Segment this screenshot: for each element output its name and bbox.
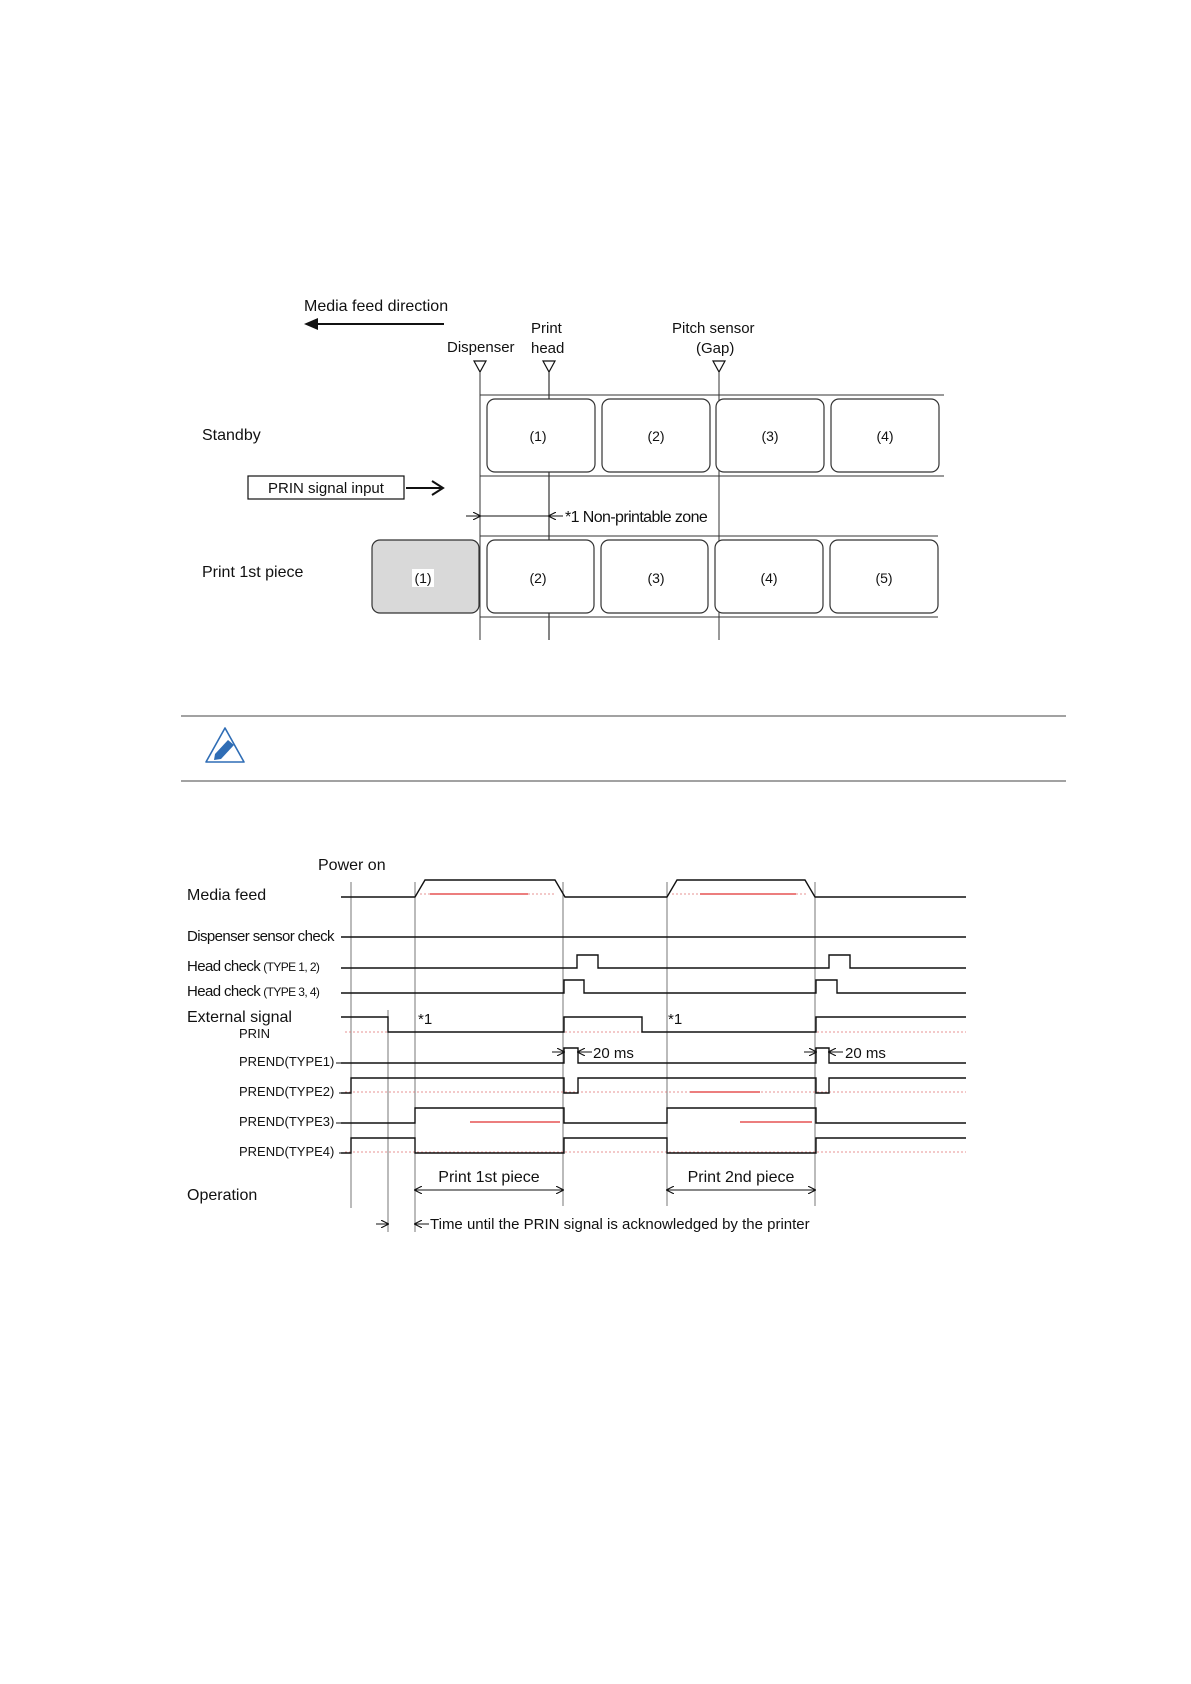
print-head-label-line2: head bbox=[531, 340, 565, 357]
pitch-sensor-label-line2: (Gap) bbox=[696, 340, 735, 357]
power-on-label: Power on bbox=[318, 857, 386, 874]
head-check-12-wave bbox=[341, 955, 966, 968]
pencil-note-icon bbox=[206, 728, 244, 762]
standby-label-2-text: (2) bbox=[647, 428, 665, 444]
standby-label-4-text: (4) bbox=[876, 428, 894, 444]
ms-label-1: 20 ms bbox=[593, 1045, 634, 1062]
waveforms bbox=[341, 880, 966, 1153]
operation-label: Operation bbox=[187, 1187, 258, 1204]
print-first-piece-label: Print 1st piece bbox=[202, 564, 304, 581]
prend3-wave bbox=[341, 1108, 966, 1123]
prend4-wave bbox=[341, 1138, 966, 1153]
note-box bbox=[181, 716, 1066, 781]
print-label-3-text: (3) bbox=[647, 570, 665, 586]
non-printable-zone-label: *1 Non-printable zone bbox=[565, 509, 708, 526]
print-label-4-text: (4) bbox=[760, 570, 778, 586]
standby-label: Standby bbox=[202, 427, 261, 444]
prend3-label: PREND(TYPE3) bbox=[239, 1114, 335, 1129]
pitch-sensor-marker-icon bbox=[713, 361, 725, 372]
print-label-1-text: (1) bbox=[414, 570, 432, 586]
head-check-34-label bbox=[187, 983, 320, 1000]
print-label-2-text: (2) bbox=[529, 570, 547, 586]
feed-direction-label: Media feed direction bbox=[304, 298, 449, 315]
standby-label-1-text: (1) bbox=[529, 428, 547, 444]
dispenser-check-label: Dispenser sensor check bbox=[187, 928, 334, 945]
print-head-marker-icon bbox=[543, 361, 555, 372]
label-leaders bbox=[336, 1063, 345, 1153]
head-check-34-sub: (TYPE 3, 4) bbox=[263, 985, 320, 999]
head-check-34-wave bbox=[341, 980, 966, 993]
accent-marks bbox=[430, 894, 812, 1122]
prin-ack-label: Time until the PRIN signal is acknowledged by the printer bbox=[430, 1216, 810, 1233]
dispenser-marker-icon bbox=[474, 361, 486, 372]
print-first-span-label: Print 1st piece bbox=[438, 1169, 540, 1186]
prend4-label: PREND(TYPE4) bbox=[239, 1144, 335, 1159]
head-check-12-label bbox=[187, 958, 320, 975]
print-head-label-line1: Print bbox=[531, 320, 562, 337]
print-row-labels bbox=[372, 540, 938, 613]
head-check-12-sub: (TYPE 1, 2) bbox=[263, 960, 320, 974]
head-check-12-main: Head check bbox=[187, 958, 261, 975]
ms-label-2: 20 ms bbox=[845, 1045, 886, 1062]
prin-wave bbox=[341, 1017, 966, 1032]
prend2-label: PREND(TYPE2) bbox=[239, 1084, 335, 1099]
prend2-wave bbox=[341, 1078, 966, 1093]
note-mark-2: *1 bbox=[668, 1011, 683, 1028]
media-position-diagram bbox=[202, 298, 944, 640]
pitch-sensor-label-line1: Pitch sensor bbox=[672, 320, 755, 337]
standby-label-3-text: (3) bbox=[761, 428, 779, 444]
reference-dotted-lines bbox=[345, 894, 966, 1152]
prin-input-label: PRIN signal input bbox=[268, 480, 384, 497]
prin-label: PRIN bbox=[239, 1026, 271, 1041]
feed-direction-arrow-icon bbox=[304, 318, 318, 330]
print-second-span-label: Print 2nd piece bbox=[687, 1169, 795, 1186]
print-label-5-text: (5) bbox=[875, 570, 893, 586]
dispenser-label: Dispenser bbox=[447, 339, 515, 356]
external-signal-label: External signal bbox=[187, 1009, 292, 1026]
media-feed-label: Media feed bbox=[187, 887, 267, 904]
head-check-34-main: Head check bbox=[187, 983, 261, 1000]
timing-chart bbox=[187, 857, 966, 1233]
prend1-label: PREND(TYPE1) bbox=[239, 1054, 335, 1069]
note-mark-1: *1 bbox=[418, 1011, 433, 1028]
standby-labels bbox=[487, 399, 939, 472]
